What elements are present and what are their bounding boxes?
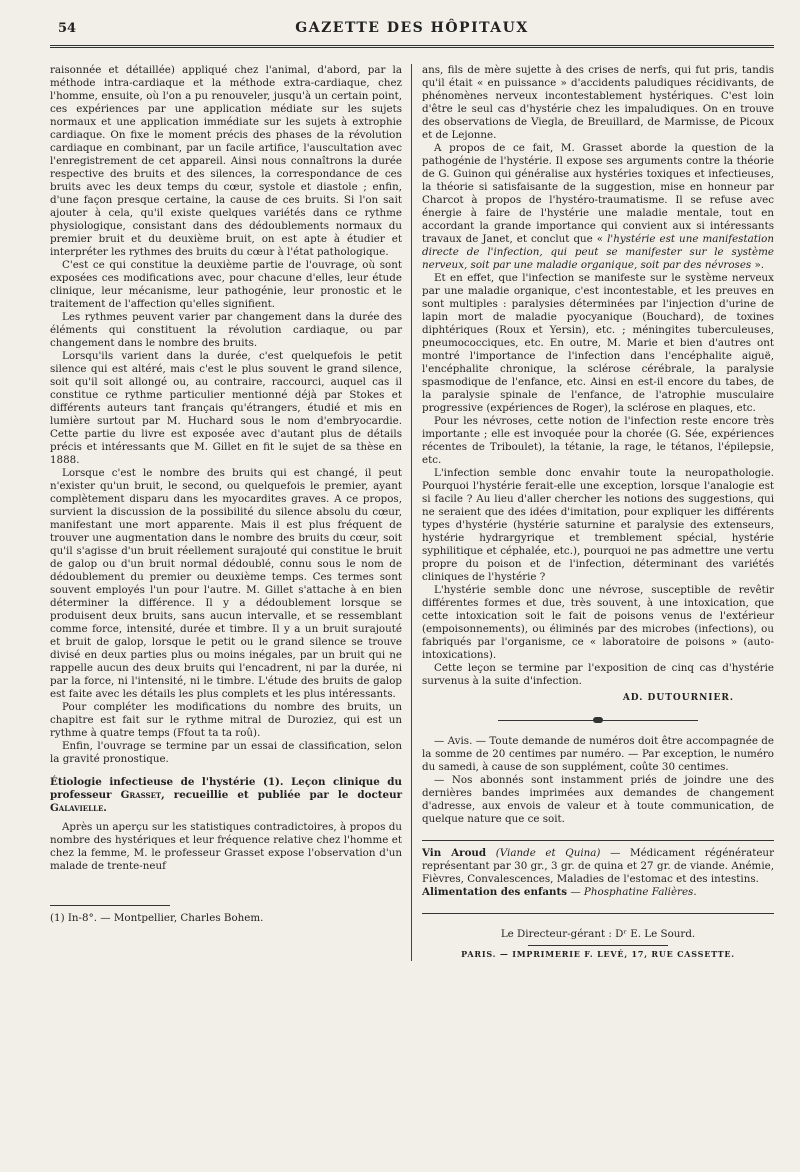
paragraph: Les rythmes peuvent varier par changement dans la durée des éléments qui constituent la révolution cardiaque, ou par changement dans le nombre des bruits. (50, 311, 402, 349)
ornamental-divider (498, 717, 698, 725)
notice-text: — Toute demande de numéros doit être accompagnée de la somme de 20 centimes par numéro. — Par exception, le numéro du samedi, à cause de son supplément, coûte 30 centimes. (422, 735, 774, 773)
author-name: Grasset (120, 789, 162, 801)
section-subtitle: , recueillie et publiée par le docteur (161, 789, 402, 801)
quote: l'hystérie est une manifestation directe de l'infection, qui peut se manifester sur le système nerveux, soit par une maladie organique, soit par des névroses (422, 233, 774, 271)
author-signature: AD. DUTOURNIER. (622, 693, 734, 703)
ad-text: — Médicament régénérateur représentant par 30 gr., 3 gr. de quina et 27 gr. de viande. Anémie, Fièvres, Convalescences, Maladies de l'estomac et des intestins. (422, 847, 774, 885)
printer-line: PARIS. — IMPRIMERIE F. LEVÉ, 17, RUE CASSETTE. (461, 949, 735, 959)
notice-label: — Avis. (434, 735, 473, 747)
two-column-body (50, 64, 774, 961)
page-number: 54 (58, 21, 77, 36)
footnote-rule (50, 905, 170, 906)
advertisement (422, 847, 774, 886)
paragraph: Et en effet, que l'infection se manifeste sur le système nerveux par une maladie organique, c'est incontestable, et les preuves en sont multiples : paralysies déterminées par l'injection d'urine de lapin mort de maladie pyocyanique (Bouchard), de toxines diphtériques (Roux et Yersin), etc. ; méningites tuberculeuses, pneumococciques, etc. En outre, M. Marie et bien d'autres ont montré l'importance de l'infection dans l'encéphalite aiguë, l'encéphalite chronique, la sclérose cérébrale, la paralysie spasmodique de l'enfance, etc. Ainsi en est-il encore du tabes, de la paralysie spinale de l'enfance, de l'atrophie musculaire progressive (expériences de Roger), la sclérose en plaques, etc. (422, 272, 774, 414)
notice-avis (422, 735, 774, 774)
paragraph: Lorsqu'ils varient dans la durée, c'est quelquefois le petit silence qui est altéré, mais c'est le plus souvent le grand silence, soit qu'il soit allongé ou, au contraire, raccourci, auquel cas il constitue ce rythme particulier mentionné déjà par Stokes et différents auteurs tant français qu'étrangers, étudié et mis en lumière surtout par M. Huchard sous le nom d'embryocardie. Cette partie du livre est exposée avec d'autant plus de détails précis et intéressants que M. Gillet en fit le sujet de sa thèse en 1888. (50, 350, 402, 466)
section-title: Étiologie infectieuse de l'hystérie (50, 776, 256, 788)
paragraph: Pour les névroses, cette notion de l'infection reste encore très importante ; elle est invoquée pour la chorée (G. Sée, expériences récentes de Triboulet), la tétanie, la rage, le tétanos, l'épilepsie, etc. (422, 415, 774, 466)
paragraph: Pour compléter les modifications du nombre des bruits, un chapitre est fait sur le rythme mitral de Duroziez, qui est un rythme à quatre temps (Ffout ta ta roû). (50, 701, 402, 739)
ad-rule (422, 913, 774, 914)
paragraph: L'infection semble donc envahir toute la neuropathologie. Pourquoi l'hystérie ferait-elle une exception, lorsque l'analogie est si facile ? Au lieu d'aller chercher les notions des suggestions, qui ne seraient que des idées d'imitation, pour expliquer les différents types d'hystérie (hystérie saturnine et paralysie des extenseurs, hystérie hydrargyrique et tremblement spécial, hystérie syphilitique et céphalée, etc.), pourquoi ne pas admettre une vertu propre du poison et de l'infection, déterminant des variétés cliniques de l'hystérie ? (422, 467, 774, 583)
paragraph: L'hystérie semble donc une névrose, susceptible de revêtir différentes formes et due, très souvent, à une intoxication, que cette intoxication soit le fait de poisons venus de l'extérieur (empoisonnements), ou éliminés par des microbes (infections), ou fabriqués par l'organisme, ce « laboratoire de poisons » (auto-intoxications). (422, 584, 774, 661)
journal-title: GAZETTE DES HÔPITAUX (295, 20, 529, 36)
punctuation: . (103, 802, 107, 814)
section-subtitle: (1). Leçon clinique du professeur (50, 776, 402, 801)
ad-label: Alimentation des enfants (422, 886, 568, 898)
paragraph (422, 142, 774, 272)
notice-abonnes: — Nos abonnés sont instamment priés de joindre une des dernières bandes imprimées aux demandes de changement d'adresse, aux envois de valeur et à toute communication, de quelque nature que ce soit. (422, 774, 774, 825)
short-rule (528, 945, 669, 946)
header-rule (50, 45, 774, 48)
directeur-gerant: Le Directeur-gérant : Dʳ E. Le Sourd. (500, 928, 696, 940)
ad-product: Vin Aroud (422, 847, 487, 859)
paragraph: Enfin, l'ouvrage se termine par un essai de classification, selon la gravité pronostique. (50, 740, 402, 765)
footnote: (1) In-8°. — Montpellier, Charles Bohem. (50, 912, 264, 924)
author-name: Galavielle (50, 802, 104, 814)
left-column (50, 64, 412, 961)
paragraph: Lorsque c'est le nombre des bruits qui est changé, il peut n'exister qu'un bruit, le second, ou quelquefois le premier, ayant complètement disparu dans les myocardites graves. A ce propos, survient la discussion de la possibilité du silence absolu du cœur, manifestant une mort apparente. Mais il est plus fréquent de trouver une augmentation dans le nombre des bruits du cœur, soit qu'il s'agisse d'un bruit réellement surajouté qui constitue le bruit de galop ou d'un bruit normal dédoublé, connu sous le nom de dédoublement du premier ou deuxième temps. Ces termes sont souvent employés l'un pour l'autre. M. Gillet s'attache à en bien déterminer la différence. Il y a dédoublement lorsque se produisent deux bruits, sans aucun intervalle, et se ressemblant comme force, intensité, durée et timbre. Il y a un bruit surajouté et bruit de galop, lorsque le petit ou le grand silence se trouve divisé en deux parties plus ou moins inégales, par un bruit qui ne rappelle aucun des deux bruits qui l'encadrent, ni par la durée, ni par la force, ni l'intensité, ni le timbre. L'étude des bruits de galop est faite avec les détails les plus complets et les plus intéressants. (50, 467, 402, 700)
divider-ornament (593, 717, 603, 723)
quote-end: ». (751, 259, 765, 271)
paragraph: C'est ce qui constitue la deuxième partie de l'ouvrage, où sont exposées ces modifications avec, pour chacune d'elles, leur étude clinique, leur mécanisme, leur pathogénie, leur pronostic et le traitement de l'affection qu'elles signifient. (50, 259, 402, 310)
ad-product-desc: (Viande et Quina) (486, 847, 601, 859)
paragraph-text: A propos de ce fait, M. Grasset aborde la question de la pathogénie de l'hystérie. Il expose ses arguments contre la théorie de G. Guinon qui généralise aux hystéries toxiques et infectieuses, la théorie si satisfaisante de la suggestion, mise en honneur par Charcot à propos de l'hystéro-traumatisme. Il se refuse avec énergie à faire de l'hystérie une maladie mentale, tout en accordant la grande importance qui convient aux si intéressants travaux de Janet, et conclut que « (422, 142, 774, 245)
advertisement (422, 886, 774, 899)
ad-rule (422, 840, 774, 841)
paragraph: raisonnée et détaillée) appliqué chez l'animal, d'abord, par la méthode intra-cardiaque et la méthode extra-cardiaque, chez l'homme, ensuite, où l'on a pu renouveler, jusqu'à un certain point, ces expériences par une application médiate sur les sujets normaux et une application immédiate sur les sujets à extrophie cardiaque. On fixe le moment précis des phases de la révolution cardiaque en combinant, par un facile artifice, l'auscultation avec l'enregistrement de cet appareil. Ainsi nous connaîtrons la durée respective des bruits et des silences, la correspondance de ces bruits avec les deux temps du cœur, systole et diastole ; enfin, d'une façon presque certaine, la cause de ces bruits. Si l'on sait ajouter à cela, qu'il existe quelques variétés dans ce rythme physiologique, consistant dans des dédoublements normaux du premier bruit et du deuxième bruit, on est apte à étudier et interpréter les rythmes des bruits du cœur à l'état pathologique. (50, 64, 402, 258)
ad-text: — Phosphatine Falières. (567, 886, 697, 898)
section-heading (50, 776, 402, 815)
paragraph: Après un aperçu sur les statistiques contradictoires, à propos du nombre des hystériques et leur fréquence relative chez l'homme et chez la femme, M. le professeur Grasset expose l'observation d'un malade de trente-neuf (50, 821, 402, 872)
paragraph: ans, fils de mère sujette à des crises de nerfs, qui fut pris, tandis qu'il était « en puissance » d'accidents paludiques récidivants, de phénomènes nerveux incontestablement hystériques. C'est loin d'être le seul cas d'hystérie chez les impaludiques. On en trouve des observations de Viegla, de Breuillard, de Marmisse, de Picoux et de Lejonne. (422, 64, 774, 141)
paragraph: Cette leçon se termine par l'exposition de cinq cas d'hystérie survenus à la suite d'infection. (422, 662, 774, 687)
right-column (412, 64, 774, 961)
page-header (50, 18, 774, 44)
